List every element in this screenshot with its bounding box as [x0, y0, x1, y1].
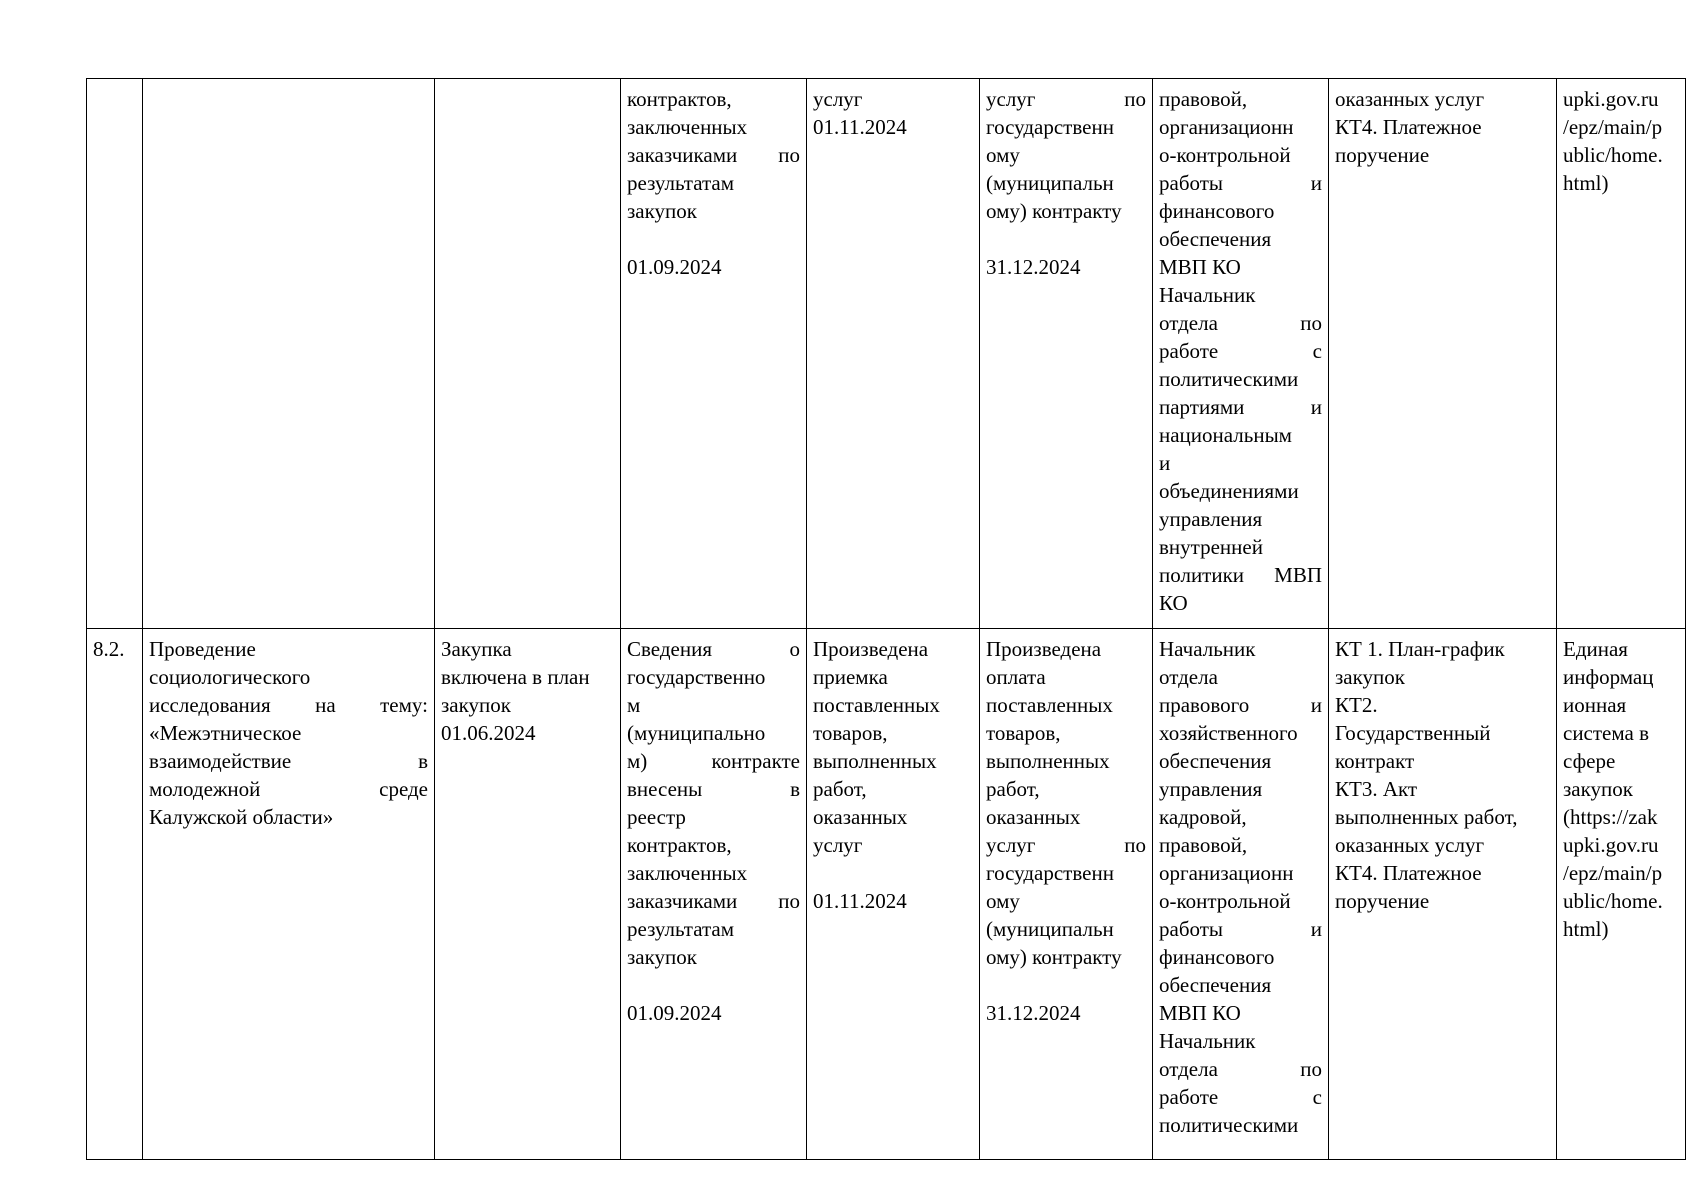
justified-line — [627, 887, 800, 915]
text-line: 01.11.2024 — [813, 889, 907, 913]
text-line: контрактов, — [627, 833, 732, 857]
line-word: внесены — [627, 777, 703, 801]
text-line: поручение — [1335, 889, 1430, 913]
line-word: Сведения — [627, 637, 712, 661]
line-word: и — [1310, 171, 1322, 195]
line-word: на — [315, 693, 336, 717]
line-word: заказчиками — [627, 143, 738, 167]
justified-line — [149, 691, 428, 719]
text-line: ому — [986, 889, 1020, 913]
text-line: политическими — [1159, 1113, 1299, 1137]
justified-line — [1159, 393, 1322, 421]
text-line: Единая — [1563, 637, 1628, 661]
blank-line — [986, 971, 1146, 999]
text-line: сфере — [1563, 749, 1616, 773]
text-line: КТ4. Платежное — [1335, 861, 1482, 885]
text-line: html) — [1563, 171, 1609, 195]
text-line: включена в план — [441, 665, 590, 689]
line-word: по — [1300, 311, 1322, 335]
text-line: результатам — [627, 917, 735, 941]
line-word: контракте — [711, 749, 800, 773]
text-line: национальным — [1159, 423, 1292, 447]
text-line: /epz/main/p — [1563, 861, 1663, 885]
text-line: ublic/home. — [1563, 889, 1663, 913]
line-word: по — [778, 889, 800, 913]
text-line: Произведена — [986, 637, 1102, 661]
text-line: закупок — [441, 693, 511, 717]
text-line: организационн — [1159, 861, 1294, 885]
text-line: html) — [1563, 917, 1609, 941]
text-line: 01.11.2024 — [813, 115, 907, 139]
line-word: среде — [379, 777, 428, 801]
line-word: по — [1124, 87, 1146, 111]
text-line: социологического — [149, 665, 311, 689]
cell-acceptance — [807, 629, 980, 1160]
justified-line — [1159, 691, 1322, 719]
text-line: обеспечения — [1159, 227, 1272, 251]
cell-documents — [1329, 629, 1557, 1160]
cell-name — [143, 629, 435, 1160]
text-line: «Межэтническое — [149, 721, 302, 745]
justified-line — [149, 747, 428, 775]
text-line: поставленных — [813, 693, 940, 717]
text-line: КТ 1. План-график — [1335, 637, 1505, 661]
line-word: МВП — [1274, 563, 1322, 587]
line-word: работы — [1159, 171, 1224, 195]
text-line: приемка — [813, 665, 888, 689]
line-word: работы — [1159, 917, 1224, 941]
text-line: услуг — [813, 833, 863, 857]
text-line: закупок — [627, 945, 697, 969]
text-line: поставленных — [986, 693, 1113, 717]
line-word: в — [418, 749, 428, 773]
cell-name — [143, 79, 435, 629]
line-word: по — [1300, 1057, 1322, 1081]
cell-payment — [980, 79, 1153, 629]
line-word: заказчиками — [627, 889, 738, 913]
text-line: политическими — [1159, 367, 1299, 391]
text-line: управления — [1159, 777, 1263, 801]
blank-line — [813, 859, 973, 887]
text-line: закупок — [1335, 665, 1405, 689]
text-line: (муниципальн — [986, 171, 1114, 195]
text-line: ublic/home. — [1563, 143, 1663, 167]
text-line: результатам — [627, 171, 735, 195]
text-line: Проведение — [149, 637, 256, 661]
table-row — [87, 629, 1686, 1160]
text-line: ому) контракту — [986, 199, 1122, 223]
cell-responsible — [1153, 629, 1329, 1160]
text-line: услуг — [813, 87, 863, 111]
text-line: закупок — [627, 199, 697, 223]
text-line: ому — [986, 143, 1020, 167]
text-line: ионная — [1563, 693, 1627, 717]
justified-line — [1159, 1055, 1322, 1083]
cell-event — [435, 79, 621, 629]
line-word: с — [1312, 1085, 1322, 1109]
cell-acceptance — [807, 79, 980, 629]
text-line: Закупка — [441, 637, 512, 661]
text-line: 01.09.2024 — [627, 255, 722, 279]
line-word: и — [1310, 693, 1322, 717]
text-line: финансового — [1159, 199, 1275, 223]
text-line: информац — [1563, 665, 1654, 689]
table-row — [87, 79, 1686, 629]
text-line: отдела — [1159, 665, 1218, 689]
justified-line — [986, 831, 1146, 859]
text-line: Начальник — [1159, 283, 1256, 307]
text-line: заключенных — [627, 115, 748, 139]
text-line: Государственный — [1335, 721, 1491, 745]
text-line: правовой, — [1159, 833, 1248, 857]
justified-line — [627, 635, 800, 663]
cell-number — [87, 79, 143, 629]
text-line: внутренней — [1159, 535, 1263, 559]
text-line: товаров, — [813, 721, 888, 745]
line-word: по — [778, 143, 800, 167]
line-word: взаимодействие — [149, 749, 292, 773]
justified-line — [1159, 915, 1322, 943]
text-line: ому) контракту — [986, 945, 1122, 969]
text-line: объединениями — [1159, 479, 1299, 503]
text-line: 31.12.2024 — [986, 1001, 1081, 1025]
text-line: выполненных — [986, 749, 1110, 773]
text-line: (муниципально — [627, 721, 766, 745]
text-line: Начальник — [1159, 1029, 1256, 1053]
justified-line — [627, 775, 800, 803]
text-line: финансового — [1159, 945, 1275, 969]
blank-line — [627, 971, 800, 999]
line-word: по — [1124, 833, 1146, 857]
text-line: 01.06.2024 — [441, 721, 536, 745]
text-line: обеспечения — [1159, 749, 1272, 773]
text-line: хозяйственного — [1159, 721, 1298, 745]
text-line: работ, — [813, 777, 867, 801]
line-word: м) — [627, 749, 648, 773]
line-word: о — [789, 637, 800, 661]
line-word: тему: — [380, 693, 428, 717]
plan-table — [86, 78, 1686, 1160]
text-line: о-контрольной — [1159, 143, 1291, 167]
cell-number: 8.2. — [87, 629, 143, 1160]
justified-line — [1159, 337, 1322, 365]
line-word: партиями — [1159, 395, 1245, 419]
line-word: работе — [1159, 339, 1219, 363]
justified-line — [149, 775, 428, 803]
text-line: о-контрольной — [1159, 889, 1291, 913]
text-line: (https://zak — [1563, 805, 1658, 829]
line-word: отдела — [1159, 1057, 1218, 1081]
line-word: молодежной — [149, 777, 261, 801]
text-line: выполненных работ, — [1335, 805, 1518, 829]
text-line: заключенных — [627, 861, 748, 885]
text-line: работ, — [986, 777, 1040, 801]
text-line: кадровой, — [1159, 805, 1247, 829]
text-line: КТ2. — [1335, 693, 1378, 717]
text-line: поручение — [1335, 143, 1430, 167]
justified-line — [1159, 1083, 1322, 1111]
text-line: /epz/main/p — [1563, 115, 1663, 139]
text-line: закупок — [1563, 777, 1633, 801]
text-line: оказанных услуг — [1335, 87, 1485, 111]
text-line: оказанных — [813, 805, 908, 829]
cell-documents — [1329, 79, 1557, 629]
text-line: государственно — [627, 665, 766, 689]
text-line: 31.12.2024 — [986, 255, 1081, 279]
text-line: контрактов, — [627, 87, 732, 111]
line-word: и — [1310, 917, 1322, 941]
text-line: система в — [1563, 721, 1650, 745]
text-line: оплата — [986, 665, 1046, 689]
text-line: Начальник — [1159, 637, 1256, 661]
text-line: upki.gov.ru — [1563, 87, 1659, 111]
text-line: КТ3. Акт — [1335, 777, 1418, 801]
text-line: м — [627, 693, 641, 717]
text-line: товаров, — [986, 721, 1061, 745]
blank-line — [986, 225, 1146, 253]
text-line: обеспечения — [1159, 973, 1272, 997]
justified-line — [1159, 561, 1322, 589]
cell-responsible — [1153, 79, 1329, 629]
text-line: государственн — [986, 115, 1114, 139]
cell-event — [435, 629, 621, 1160]
justified-line — [1159, 169, 1322, 197]
text-line: оказанных услуг — [1335, 833, 1485, 857]
text-line: реестр — [627, 805, 686, 829]
text-line: государственн — [986, 861, 1114, 885]
text-line: организационн — [1159, 115, 1294, 139]
line-word: и — [1310, 395, 1322, 419]
justified-line — [627, 747, 800, 775]
line-word: исследования — [149, 693, 271, 717]
text-line: Калужской области» — [149, 805, 334, 829]
text-line: КТ4. Платежное — [1335, 115, 1482, 139]
line-word: услуг — [986, 833, 1036, 857]
line-word: правового — [1159, 693, 1250, 717]
cell-info-system — [1557, 629, 1686, 1160]
text-line: 01.09.2024 — [627, 1001, 722, 1025]
cell-control-point — [621, 79, 807, 629]
text-line: управления — [1159, 507, 1263, 531]
line-word: услуг — [986, 87, 1036, 111]
justified-line — [1159, 309, 1322, 337]
text-line: upki.gov.ru — [1563, 833, 1659, 857]
line-word: политики — [1159, 563, 1245, 587]
line-word: в — [790, 777, 800, 801]
text-line: правовой, — [1159, 87, 1248, 111]
text-line: МВП КО — [1159, 1001, 1241, 1025]
text-line: МВП КО — [1159, 255, 1241, 279]
cell-payment — [980, 629, 1153, 1160]
cell-info-system — [1557, 79, 1686, 629]
text-line: (муниципальн — [986, 917, 1114, 941]
text-line: Произведена — [813, 637, 929, 661]
text-line: контракт — [1335, 749, 1415, 773]
text-line: оказанных — [986, 805, 1081, 829]
line-word: отдела — [1159, 311, 1218, 335]
text-line: выполненных — [813, 749, 937, 773]
justified-line — [986, 85, 1146, 113]
justified-line — [627, 141, 800, 169]
text-line: КО — [1159, 591, 1188, 615]
line-word: с — [1312, 339, 1322, 363]
blank-line — [627, 225, 800, 253]
line-word: работе — [1159, 1085, 1219, 1109]
text-line: и — [1159, 451, 1171, 475]
cell-control-point — [621, 629, 807, 1160]
